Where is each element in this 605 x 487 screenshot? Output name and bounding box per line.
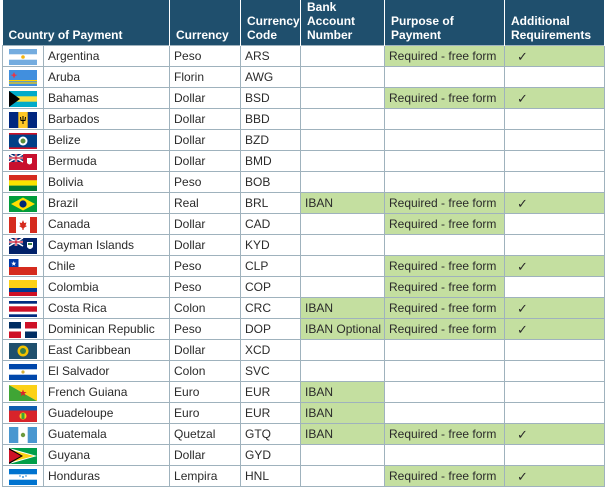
flag-cell [3, 319, 44, 340]
currency-code-cell: CAD [241, 214, 301, 235]
bank-account-cell [301, 46, 385, 67]
bank-account-cell: IBAN [301, 298, 385, 319]
bank-account-cell [301, 172, 385, 193]
currency-code-cell: HNL [241, 466, 301, 487]
bank-account-cell [301, 235, 385, 256]
purpose-cell [385, 340, 505, 361]
purpose-cell [385, 67, 505, 88]
currency-code-cell: KYD [241, 235, 301, 256]
currency-cell: Euro [170, 382, 241, 403]
table-row [3, 235, 605, 256]
purpose-cell: Required - free form [385, 193, 505, 214]
additional-requirements-cell [505, 340, 605, 361]
flag-cell [3, 256, 44, 277]
currency-cell: Dollar [170, 445, 241, 466]
currency-cell: Dollar [170, 130, 241, 151]
header-currency-code: Currency Code [241, 0, 301, 46]
currency-code-cell: DOP [241, 319, 301, 340]
flag-cell [3, 67, 44, 88]
chile-flag-icon [9, 259, 37, 275]
currency-code-cell: BRL [241, 193, 301, 214]
currency-cell: Colon [170, 361, 241, 382]
currency-cell: Peso [170, 256, 241, 277]
bank-account-cell: IBAN [301, 403, 385, 424]
currency-code-cell: COP [241, 277, 301, 298]
cayman-islands-flag-icon [9, 238, 37, 254]
flag-cell [3, 214, 44, 235]
bank-account-cell [301, 445, 385, 466]
header-currency: Currency [170, 0, 241, 46]
purpose-cell [385, 172, 505, 193]
bermuda-flag-icon [9, 154, 37, 170]
additional-requirements-cell: ✓ [505, 46, 605, 67]
belize-flag-icon [9, 133, 37, 149]
currency-code-cell: EUR [241, 403, 301, 424]
currency-code-cell: BOB [241, 172, 301, 193]
flag-cell [3, 361, 44, 382]
country-cell: Dominican Republic [44, 319, 170, 340]
bank-account-cell [301, 340, 385, 361]
flag-cell [3, 382, 44, 403]
country-cell: Argentina [44, 46, 170, 67]
purpose-cell: Required - free form [385, 214, 505, 235]
currency-cell: Dollar [170, 88, 241, 109]
currency-code-cell: BMD [241, 151, 301, 172]
additional-requirements-cell [505, 382, 605, 403]
guatemala-flag-icon [9, 427, 37, 443]
country-cell: Canada [44, 214, 170, 235]
currency-cell: Florin [170, 67, 241, 88]
table-row [3, 214, 605, 235]
country-cell: Brazil [44, 193, 170, 214]
additional-requirements-cell: ✓ [505, 193, 605, 214]
additional-requirements-cell [505, 151, 605, 172]
country-cell: Belize [44, 130, 170, 151]
table-row [3, 298, 605, 319]
flag-cell [3, 88, 44, 109]
additional-requirements-cell [505, 67, 605, 88]
country-cell: Guatemala [44, 424, 170, 445]
currency-code-cell: EUR [241, 382, 301, 403]
currency-code-cell: CRC [241, 298, 301, 319]
purpose-cell [385, 151, 505, 172]
bank-account-cell [301, 277, 385, 298]
bank-account-cell [301, 130, 385, 151]
currency-cell: Dollar [170, 340, 241, 361]
country-cell: Aruba [44, 67, 170, 88]
additional-requirements-cell [505, 235, 605, 256]
bank-account-cell: IBAN [301, 424, 385, 445]
guadeloupe-flag-icon [9, 406, 37, 422]
flag-cell [3, 403, 44, 424]
additional-requirements-cell [505, 277, 605, 298]
bank-account-cell: IBAN Optional [301, 319, 385, 340]
purpose-cell: Required - free form [385, 46, 505, 67]
table-row [3, 193, 605, 214]
currency-cell: Real [170, 193, 241, 214]
currency-code-cell: GYD [241, 445, 301, 466]
additional-requirements-cell [505, 214, 605, 235]
flag-cell [3, 172, 44, 193]
flag-cell [3, 46, 44, 67]
header-additional-requirements: Additional Requirements [505, 0, 605, 46]
table-row [3, 88, 605, 109]
costa-rica-flag-icon [9, 301, 37, 317]
brazil-flag-icon [9, 196, 37, 212]
bolivia-flag-icon [9, 175, 37, 191]
currency-cell: Dollar [170, 235, 241, 256]
header-purpose-of-payment: Purpose of Payment [385, 0, 505, 46]
purpose-cell: Required - free form [385, 88, 505, 109]
country-cell: French Guiana [44, 382, 170, 403]
table-row [3, 361, 605, 382]
bank-account-cell [301, 67, 385, 88]
flag-cell [3, 277, 44, 298]
country-cell: Barbados [44, 109, 170, 130]
table-row [3, 382, 605, 403]
table-row [3, 403, 605, 424]
flag-cell [3, 424, 44, 445]
country-cell: Guadeloupe [44, 403, 170, 424]
purpose-cell [385, 361, 505, 382]
currency-cell: Peso [170, 277, 241, 298]
barbados-flag-icon [9, 112, 37, 128]
honduras-flag-icon [9, 469, 37, 485]
currency-cell: Quetzal [170, 424, 241, 445]
currency-code-cell: XCD [241, 340, 301, 361]
currency-code-cell: SVC [241, 361, 301, 382]
table-row [3, 277, 605, 298]
purpose-cell: Required - free form [385, 319, 505, 340]
additional-requirements-cell [505, 403, 605, 424]
purpose-cell: Required - free form [385, 424, 505, 445]
additional-requirements-cell [505, 109, 605, 130]
table-row [3, 319, 605, 340]
table-row [3, 46, 605, 67]
currency-code-cell: CLP [241, 256, 301, 277]
purpose-cell [385, 235, 505, 256]
el-salvador-flag-icon [9, 364, 37, 380]
country-cell: Guyana [44, 445, 170, 466]
bank-account-cell [301, 214, 385, 235]
additional-requirements-cell [505, 445, 605, 466]
additional-requirements-cell: ✓ [505, 319, 605, 340]
bank-account-cell [301, 109, 385, 130]
guyana-flag-icon [9, 448, 37, 464]
country-cell: El Salvador [44, 361, 170, 382]
country-cell: Colombia [44, 277, 170, 298]
purpose-cell: Required - free form [385, 466, 505, 487]
bank-account-cell [301, 88, 385, 109]
east-caribbean-flag-icon [9, 343, 37, 359]
table-row [3, 67, 605, 88]
aruba-flag-icon [9, 70, 37, 86]
currency-code-cell: ARS [241, 46, 301, 67]
bank-account-cell [301, 466, 385, 487]
additional-requirements-cell [505, 361, 605, 382]
currency-cell: Dollar [170, 109, 241, 130]
bank-account-cell: IBAN [301, 193, 385, 214]
flag-cell [3, 109, 44, 130]
flag-cell [3, 340, 44, 361]
country-cell: Bermuda [44, 151, 170, 172]
currency-cell: Dollar [170, 151, 241, 172]
argentina-flag-icon [9, 49, 37, 65]
table-row [3, 172, 605, 193]
table-row [3, 445, 605, 466]
currency-cell: Euro [170, 403, 241, 424]
currency-code-cell: BBD [241, 109, 301, 130]
currency-code-cell: BZD [241, 130, 301, 151]
canada-flag-icon [9, 217, 37, 233]
flag-cell [3, 193, 44, 214]
additional-requirements-cell: ✓ [505, 88, 605, 109]
currency-cell: Peso [170, 319, 241, 340]
table-row [3, 466, 605, 487]
country-cell: Costa Rica [44, 298, 170, 319]
additional-requirements-cell: ✓ [505, 298, 605, 319]
currency-code-cell: GTQ [241, 424, 301, 445]
flag-cell [3, 130, 44, 151]
currency-code-cell: AWG [241, 67, 301, 88]
purpose-cell: Required - free form [385, 277, 505, 298]
flag-cell [3, 298, 44, 319]
colombia-flag-icon [9, 280, 37, 296]
header-row [3, 0, 605, 46]
currency-cell: Colon [170, 298, 241, 319]
header-country: Country of Payment [3, 0, 170, 46]
currency-cell: Lempira [170, 466, 241, 487]
additional-requirements-cell: ✓ [505, 466, 605, 487]
currency-cell: Peso [170, 46, 241, 67]
table-row [3, 256, 605, 277]
header-bank-account-number: Bank Account Number [301, 0, 385, 46]
french-guiana-flag-icon [9, 385, 37, 401]
purpose-cell [385, 109, 505, 130]
flag-cell [3, 235, 44, 256]
flag-cell [3, 445, 44, 466]
bank-account-cell [301, 361, 385, 382]
currency-cell: Dollar [170, 214, 241, 235]
table-row [3, 340, 605, 361]
country-cell: East Caribbean [44, 340, 170, 361]
purpose-cell [385, 403, 505, 424]
table-row [3, 109, 605, 130]
country-cell: Chile [44, 256, 170, 277]
additional-requirements-cell: ✓ [505, 424, 605, 445]
additional-requirements-cell [505, 130, 605, 151]
country-cell: Bahamas [44, 88, 170, 109]
purpose-cell: Required - free form [385, 298, 505, 319]
flag-cell [3, 466, 44, 487]
dominican-republic-flag-icon [9, 322, 37, 338]
table-row [3, 424, 605, 445]
purpose-cell [385, 382, 505, 403]
currency-code-cell: BSD [241, 88, 301, 109]
purpose-cell: Required - free form [385, 256, 505, 277]
additional-requirements-cell: ✓ [505, 256, 605, 277]
table-row [3, 151, 605, 172]
additional-requirements-cell [505, 172, 605, 193]
purpose-cell [385, 445, 505, 466]
currency-cell: Peso [170, 172, 241, 193]
bahamas-flag-icon [9, 91, 37, 107]
payment-requirements-table [2, 0, 605, 487]
bank-account-cell: IBAN [301, 382, 385, 403]
country-cell: Bolivia [44, 172, 170, 193]
bank-account-cell [301, 151, 385, 172]
country-cell: Cayman Islands [44, 235, 170, 256]
flag-cell [3, 151, 44, 172]
table-row [3, 130, 605, 151]
bank-account-cell [301, 256, 385, 277]
purpose-cell [385, 130, 505, 151]
country-cell: Honduras [44, 466, 170, 487]
